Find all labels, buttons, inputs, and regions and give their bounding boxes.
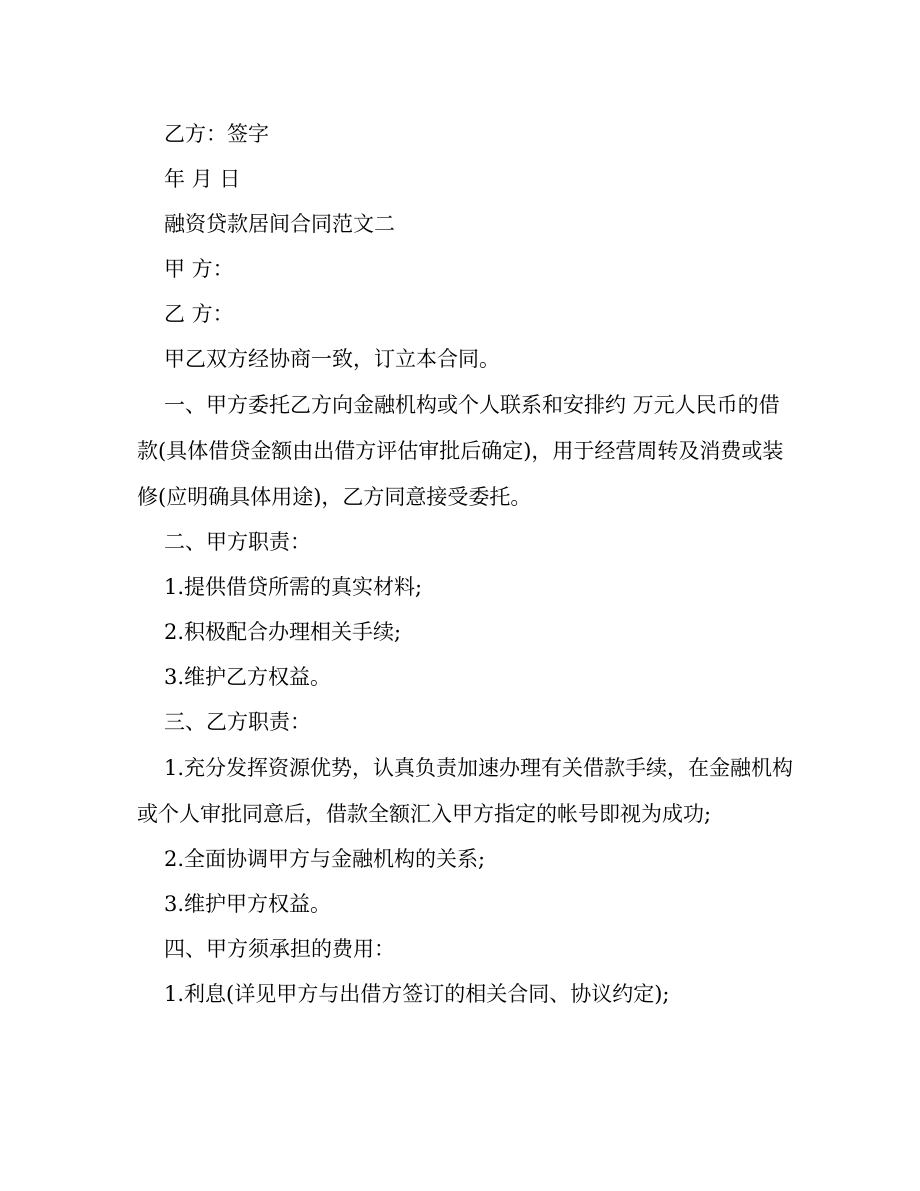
agreement-statement: 甲乙双方经协商一致，订立本合同。 [164, 347, 500, 371]
date-line: 年 月 日 [164, 167, 241, 191]
section-3-heading: 三、乙方职责： [164, 710, 311, 734]
contract-title: 融资贷款居间合同范文二 [164, 212, 395, 236]
party-a-duty-2: 2.积极配合办理相关手续; [164, 620, 402, 644]
party-a-fee-1: 1.利息(详见甲方与出借方签订的相关合同、协议约定); [164, 982, 670, 1006]
party-b-duty-1: 1.充分发挥资源优势，认真负责加速办理有关借款手续，在金融机构或个人审批同意后，借款全额汇入甲方指定的帐号即视为成功; [137, 756, 794, 826]
party-a-duty-3: 3.维护乙方权益。 [164, 665, 332, 689]
clause-1-entrustment: 一、甲方委托乙方向金融机构或个人联系和安排约 万元人民币的借款(具体借贷金额由出借方评估审批后确定)，用于经营周转及消费或装修(应明确具体用途)，乙方同意接受委托。 [137, 393, 784, 509]
party-b-signature-line: 乙方：签字 [164, 122, 269, 146]
section-2-heading: 二、甲方职责： [164, 530, 311, 554]
document-body [137, 112, 797, 1017]
party-b-duty-2: 2.全面协调甲方与金融机构的关系; [164, 847, 486, 871]
party-a-line: 甲 方： [164, 257, 234, 281]
party-a-duty-1: 1.提供借贷所需的真实材料; [164, 575, 423, 599]
party-b-line: 乙 方： [164, 302, 234, 326]
section-4-heading: 四、甲方须承担的费用： [164, 937, 395, 961]
party-b-duty-3: 3.维护甲方权益。 [164, 892, 332, 916]
